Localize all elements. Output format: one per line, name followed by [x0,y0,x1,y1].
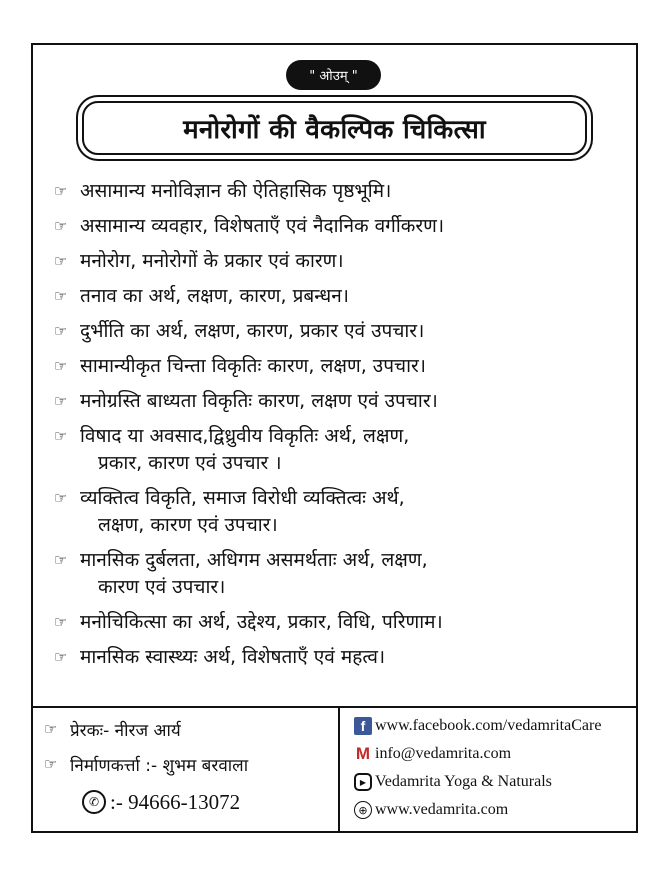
topic-item [54,609,629,636]
om-badge [286,60,381,90]
contacts-section [354,712,634,824]
om-text: " ओउम् " [309,69,358,84]
footer-divider [33,706,636,708]
contact-email[interactable] [354,740,634,768]
topic-list [54,178,629,679]
topic-line: कारण एवं उपचार। [98,576,226,598]
topic-item [54,318,629,345]
topic-item [54,213,629,240]
topic-item [54,388,629,415]
topic-line: मनोग्रस्ति बाध्यता विकृतिः कारण, लक्षण एवं उपचार। [80,390,438,412]
phone-row [44,784,334,820]
topic-item [54,248,629,275]
topic-line: मनोरोग, मनोरोगों के प्रकार एवं कारण। [80,250,344,272]
topic-line: मानसिक स्वास्थ्यः अर्थ, विशेषताएँ एवं महत्व। [80,646,386,668]
pointing-hand-icon: ☞ [54,648,68,666]
contact-website[interactable] [354,796,634,824]
pointing-hand-icon: ☞ [44,720,58,738]
topic-line: तनाव का अर्थ, लक्षण, कारण, प्रबन्धन। [80,285,349,307]
footer-column-divider [338,708,340,831]
facebook-icon: f [354,717,372,735]
topic-item [54,485,629,539]
pointing-hand-icon: ☞ [54,392,68,410]
topic-line: दुर्भीति का अर्थ, लक्षण, कारण, प्रकार एवं उपचार। [80,320,425,342]
credit-creator [44,749,334,779]
topic-line: प्रकार, कारण एवं उपचार । [98,452,282,474]
contact-facebook[interactable] [354,712,634,740]
credits-section [44,714,334,820]
globe-icon: ⊕ [354,801,372,819]
topic-item [54,644,629,671]
youtube-link[interactable]: Vedamrita Yoga & Naturals [375,773,552,790]
youtube-icon: ▶ [354,773,372,791]
pointing-hand-icon: ☞ [54,287,68,305]
website-link[interactable]: www.vedamrita.com [375,801,509,818]
pointing-hand-icon: ☞ [54,613,68,631]
topic-item [54,178,629,205]
topic-item [54,283,629,310]
pointing-hand-icon: ☞ [54,489,68,507]
pointing-hand-icon: ☞ [54,252,68,270]
pointing-hand-icon: ☞ [54,551,68,569]
pointing-hand-icon: ☞ [54,427,68,445]
topic-item [54,423,629,477]
pointing-hand-icon: ☞ [54,322,68,340]
topic-line: मनोचिकित्सा का अर्थ, उद्देश्य, प्रकार, विधि, परिणाम। [80,611,443,633]
topic-line: मानसिक दुर्बलता, अधिगम असमर्थताः अर्थ, लक्षण, [80,549,428,571]
topic-line: विषाद या अवसाद,द्विध्रुवीय विकृतिः अर्थ, लक्षण, [80,425,410,447]
pointing-hand-icon: ☞ [54,217,68,235]
gmail-icon: M [355,744,371,763]
title-box [82,101,587,155]
pointing-hand-icon: ☞ [54,357,68,375]
credit-inspirer [44,714,334,744]
pointing-hand-icon: ☞ [54,182,68,200]
email-link[interactable]: info@vedamrita.com [375,745,512,762]
inspirer-text: प्रेरकः- नीरज आर्य [70,720,181,741]
topic-line: लक्षण, कारण एवं उपचार। [98,514,278,536]
topic-item [54,547,629,601]
topic-line: असामान्य व्यवहार, विशेषताएँ एवं नैदानिक वर्गीकरण। [80,215,445,237]
topic-line: सामान्यीकृत चिन्ता विकृतिः कारण, लक्षण, उपचार। [80,355,426,377]
page-title: मनोरोगों की वैकल्पिक चिकित्सा [183,115,486,145]
facebook-link[interactable]: www.facebook.com/vedamritaCare [375,717,602,734]
pointing-hand-icon: ☞ [44,755,58,773]
topic-line: व्यक्तित्व विकृति, समाज विरोधी व्यक्तित्वः अर्थ, [80,487,405,509]
contact-youtube[interactable] [354,768,634,796]
creator-text: निर्माणकर्त्ता :- शुभम बरवाला [70,755,249,776]
whatsapp-icon: ✆ [82,790,106,814]
phone-number: :- 94666-13072 [110,789,241,814]
topic-line: असामान्य मनोविज्ञान की ऐतिहासिक पृष्ठभूमि। [80,180,392,202]
topic-item [54,353,629,380]
